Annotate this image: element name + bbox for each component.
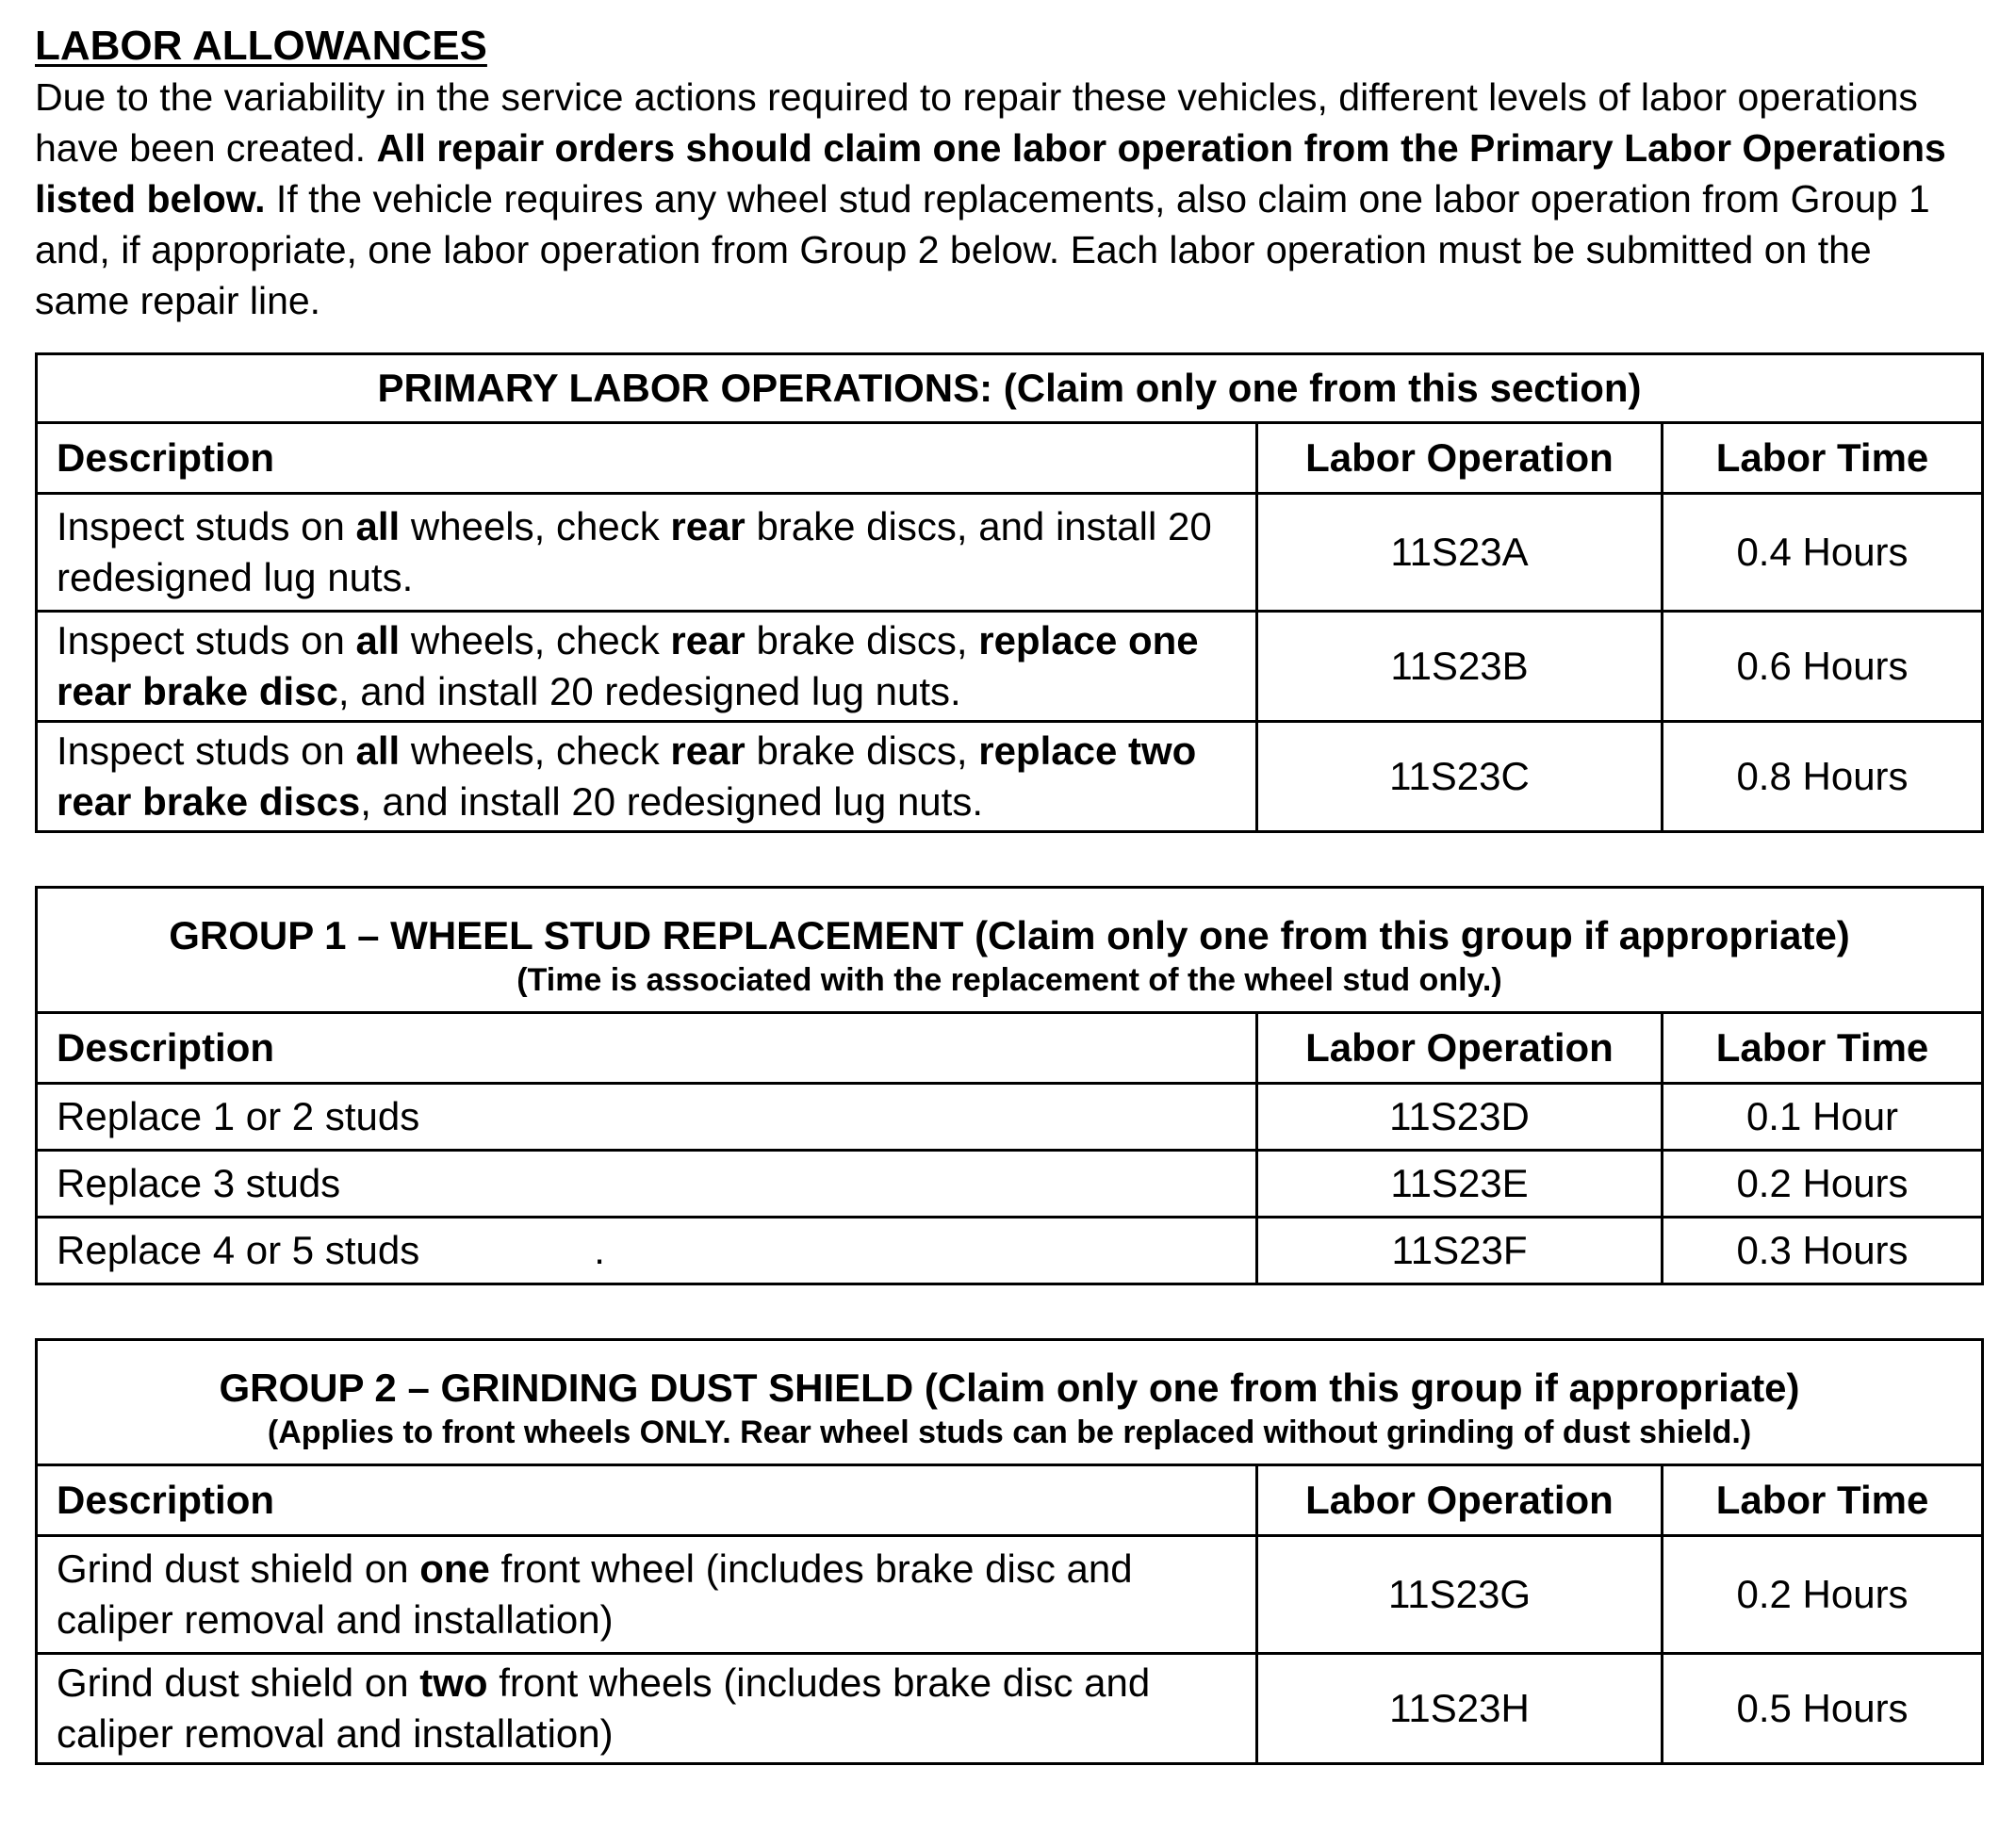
row-labor-operation: 11S23C [1257, 722, 1663, 832]
primary-table-title: PRIMARY LABOR OPERATIONS: (Claim only one from this section) [37, 354, 1983, 423]
intro-paragraph [35, 72, 1976, 326]
stray-period: . [594, 1228, 605, 1272]
row-labor-operation: 11S23F [1257, 1218, 1663, 1284]
table-row [37, 1218, 1983, 1284]
row-description: Inspect studs on all wheels, check rear brake discs, replace one rear brake disc, and install 20 redesigned lug nuts. [37, 612, 1257, 722]
row-labor-operation: 11S23E [1257, 1151, 1663, 1218]
page-heading: LABOR ALLOWANCES [35, 23, 487, 69]
row-labor-time: 0.3 Hours [1663, 1218, 1983, 1284]
row-description: Replace 1 or 2 studs [37, 1084, 1257, 1151]
table-row [37, 1084, 1983, 1151]
row-labor-time: 0.1 Hour [1663, 1084, 1983, 1151]
intro-text-1: Due to the variability in the service actions required to repair these vehicles, different levels of labor operations have been created. [35, 75, 1918, 170]
table-title-row [37, 888, 1983, 1013]
table-row [37, 494, 1983, 612]
group1-table-subtitle: (Time is associated with the replacement of the wheel stud only.) [516, 962, 1502, 998]
table-row [37, 722, 1983, 832]
row-description: Grind dust shield on two front wheels (includes brake disc and caliper removal and installation) [37, 1654, 1257, 1764]
row-labor-time: 0.2 Hours [1663, 1536, 1983, 1654]
intro-text-2: If the vehicle requires any wheel stud replacements, also claim one labor operation from Group 1 and, if appropriate, one labor operation from Group 2 below. Each labor operation must be submitted on the same repair line. [35, 177, 1930, 322]
table-header-row [37, 423, 1983, 494]
group2-table [35, 1338, 1984, 1765]
col-header-description: Description [37, 423, 1257, 494]
col-header-labor-operation: Labor Operation [1257, 1013, 1663, 1084]
row-description: Inspect studs on all wheels, check rear brake discs, and install 20 redesigned lug nuts. [37, 494, 1257, 612]
table-row [37, 1536, 1983, 1654]
intro-bold-text: All repair orders should claim one labor operation from the Primary Labor Operations listed below. [35, 126, 1946, 221]
table-title-row [37, 1340, 1983, 1465]
col-header-labor-time: Labor Time [1663, 423, 1983, 494]
row-labor-time: 0.5 Hours [1663, 1654, 1983, 1764]
table-header-row [37, 1013, 1983, 1084]
row-description: Replace 4 or 5 studs . [37, 1218, 1257, 1284]
col-header-labor-operation: Labor Operation [1257, 423, 1663, 494]
group1-table [35, 886, 1984, 1285]
table-title-row [37, 354, 1983, 423]
primary-labor-table [35, 352, 1984, 833]
group2-table-subtitle: (Applies to front wheels ONLY. Rear wheel studs can be replaced without grinding of dust shield.) [267, 1415, 1752, 1450]
row-labor-operation: 11S23H [1257, 1654, 1663, 1764]
row-description: Replace 3 studs [37, 1151, 1257, 1218]
table-header-row [37, 1465, 1983, 1536]
row-labor-time: 0.4 Hours [1663, 494, 1983, 612]
table-row [37, 1151, 1983, 1218]
col-header-description: Description [37, 1465, 1257, 1536]
row-description: Inspect studs on all wheels, check rear brake discs, replace two rear brake discs, and install 20 redesigned lug nuts. [37, 722, 1257, 832]
row-description: Grind dust shield on one front wheel (includes brake disc and caliper removal and installation) [37, 1536, 1257, 1654]
col-header-description: Description [37, 1013, 1257, 1084]
row-labor-time: 0.6 Hours [1663, 612, 1983, 722]
table-row [37, 1654, 1983, 1764]
group2-table-title: GROUP 2 – GRINDING DUST SHIELD (Claim only one from this group if appropriate) (Applies to front wheels ONLY. Rear wheel studs can be replaced without grinding of dust shield.) [37, 1340, 1983, 1465]
col-header-labor-operation: Labor Operation [1257, 1465, 1663, 1536]
row-labor-operation: 11S23G [1257, 1536, 1663, 1654]
col-header-labor-time: Labor Time [1663, 1013, 1983, 1084]
row-labor-operation: 11S23B [1257, 612, 1663, 722]
row-labor-operation: 11S23A [1257, 494, 1663, 612]
group1-table-title: GROUP 1 – WHEEL STUD REPLACEMENT (Claim only one from this group if appropriate) (Time is associated with the replacement of the wheel stud only.) [37, 888, 1983, 1013]
row-labor-operation: 11S23D [1257, 1084, 1663, 1151]
row-labor-time: 0.2 Hours [1663, 1151, 1983, 1218]
table-row [37, 612, 1983, 722]
col-header-labor-time: Labor Time [1663, 1465, 1983, 1536]
row-labor-time: 0.8 Hours [1663, 722, 1983, 832]
